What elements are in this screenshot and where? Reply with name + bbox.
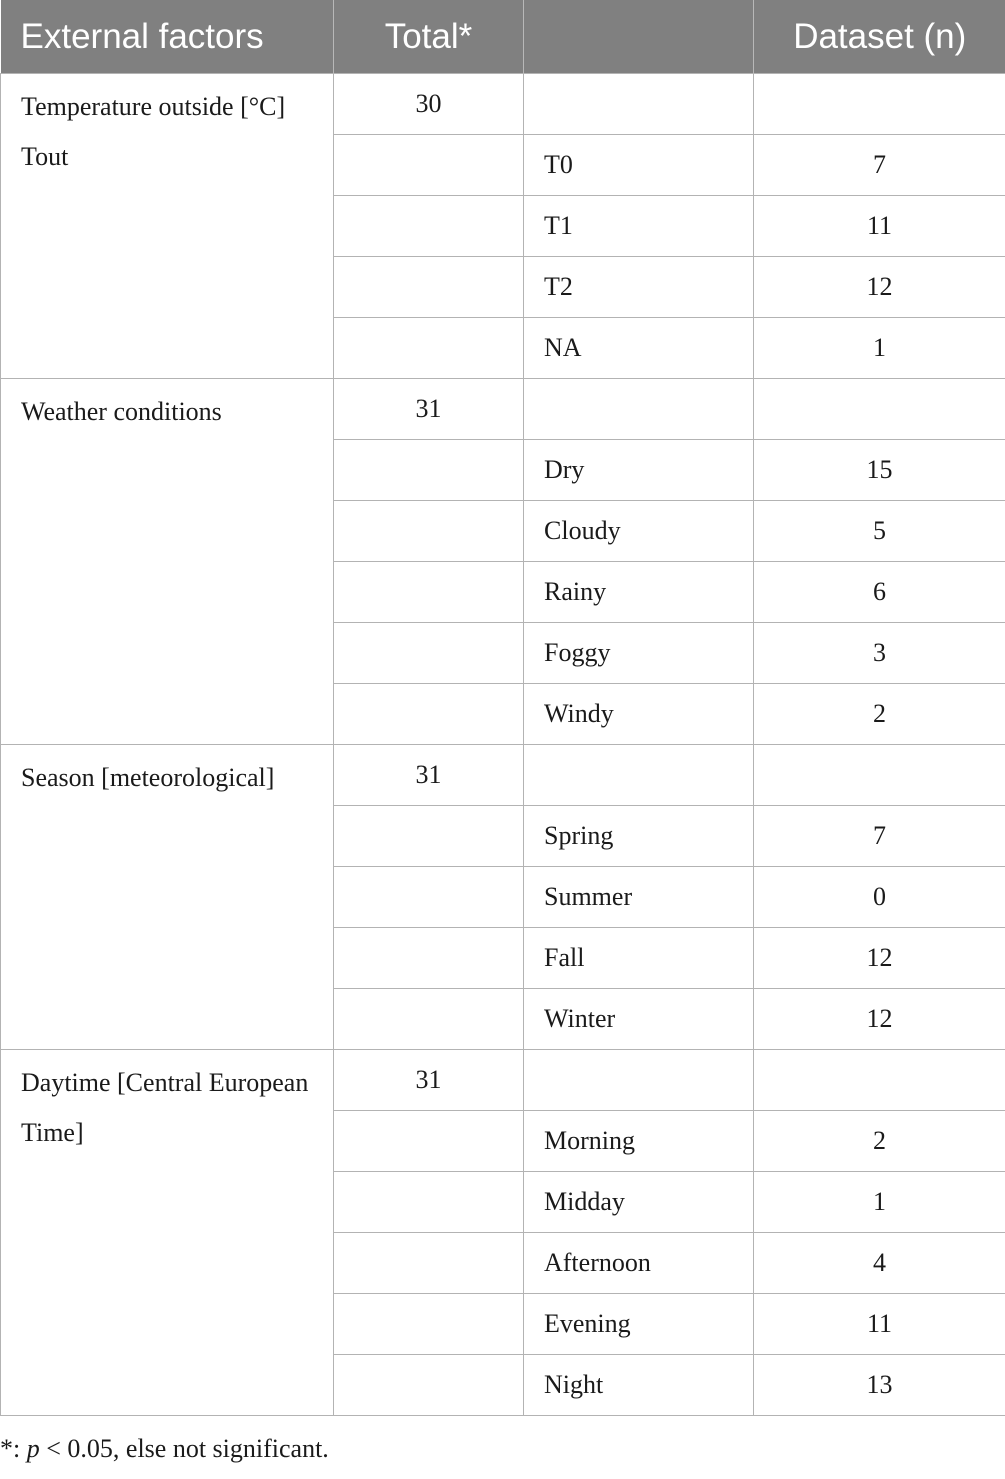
total-cell-empty: [334, 684, 524, 745]
table-row: [1, 379, 1005, 440]
level-cell: Spring: [524, 806, 754, 867]
count-cell: 7: [754, 135, 1005, 196]
factor-label: Weather conditions: [21, 397, 222, 426]
factor-label: Daytime [Central European Time]: [21, 1068, 309, 1147]
header-total: Total*: [334, 0, 524, 74]
count-cell: 13: [754, 1355, 1005, 1416]
total-cell: 31: [334, 379, 524, 440]
total-cell-empty: [334, 1111, 524, 1172]
factor-cell: [1, 1050, 334, 1416]
total-cell-empty: [334, 928, 524, 989]
total-cell-empty: [334, 257, 524, 318]
level-cell: Midday: [524, 1172, 754, 1233]
count-cell-empty: [754, 1050, 1005, 1111]
count-cell: 6: [754, 562, 1005, 623]
total-cell-empty: [334, 1233, 524, 1294]
level-cell: Windy: [524, 684, 754, 745]
count-cell-empty: [754, 379, 1005, 440]
count-cell: 2: [754, 1111, 1005, 1172]
total-cell-empty: [334, 989, 524, 1050]
footnote-prefix: *:: [0, 1434, 27, 1463]
level-cell-empty: [524, 1050, 754, 1111]
level-cell: T2: [524, 257, 754, 318]
total-cell-empty: [334, 440, 524, 501]
factor-label: Season [meteorological]: [21, 763, 275, 792]
factor-cell: [1, 745, 334, 1050]
header-level: [524, 0, 754, 74]
total-cell-empty: [334, 806, 524, 867]
count-cell: 11: [754, 1294, 1005, 1355]
count-cell: 2: [754, 684, 1005, 745]
table-body: [1, 74, 1005, 1416]
level-cell: Afternoon: [524, 1233, 754, 1294]
count-cell: 5: [754, 501, 1005, 562]
level-cell: Night: [524, 1355, 754, 1416]
count-cell: 3: [754, 623, 1005, 684]
table-row: [1, 1050, 1005, 1111]
count-cell: 12: [754, 989, 1005, 1050]
total-cell-empty: [334, 318, 524, 379]
level-cell: Fall: [524, 928, 754, 989]
total-cell-empty: [334, 1355, 524, 1416]
header-row: [1, 0, 1005, 74]
table-row: [1, 74, 1005, 135]
level-cell: T0: [524, 135, 754, 196]
level-cell: Summer: [524, 867, 754, 928]
total-cell-empty: [334, 867, 524, 928]
level-cell-empty: [524, 745, 754, 806]
level-cell-empty: [524, 74, 754, 135]
count-cell: 4: [754, 1233, 1005, 1294]
count-cell: 12: [754, 928, 1005, 989]
count-cell: 7: [754, 806, 1005, 867]
total-cell-empty: [334, 1294, 524, 1355]
total-cell: 30: [334, 74, 524, 135]
count-cell: 12: [754, 257, 1005, 318]
count-cell: 15: [754, 440, 1005, 501]
factor-cell: [1, 74, 334, 379]
level-cell: Cloudy: [524, 501, 754, 562]
count-cell-empty: [754, 74, 1005, 135]
level-cell: Morning: [524, 1111, 754, 1172]
total-cell: 31: [334, 745, 524, 806]
total-cell-empty: [334, 196, 524, 257]
level-cell: Foggy: [524, 623, 754, 684]
level-cell: Rainy: [524, 562, 754, 623]
factor-cell: [1, 379, 334, 745]
count-cell-empty: [754, 745, 1005, 806]
count-cell: 1: [754, 318, 1005, 379]
table-footnote: [0, 1434, 329, 1464]
count-cell: 0: [754, 867, 1005, 928]
total-cell-empty: [334, 1172, 524, 1233]
level-cell: Evening: [524, 1294, 754, 1355]
table-row: [1, 745, 1005, 806]
level-cell: Dry: [524, 440, 754, 501]
level-cell: T1: [524, 196, 754, 257]
header-external-factors: External factors: [1, 0, 334, 74]
count-cell: 1: [754, 1172, 1005, 1233]
total-cell: 31: [334, 1050, 524, 1111]
footnote-text: < 0.05, else not significant.: [39, 1434, 329, 1463]
total-cell-empty: [334, 623, 524, 684]
total-cell-empty: [334, 562, 524, 623]
footnote-p-symbol: p: [26, 1434, 40, 1463]
total-cell-empty: [334, 501, 524, 562]
factor-label: Temperature outside [°C] Tout: [21, 92, 286, 171]
level-cell: Winter: [524, 989, 754, 1050]
count-cell: 11: [754, 196, 1005, 257]
header-dataset-n: Dataset (n): [754, 0, 1005, 74]
total-cell-empty: [334, 135, 524, 196]
level-cell: NA: [524, 318, 754, 379]
level-cell-empty: [524, 379, 754, 440]
